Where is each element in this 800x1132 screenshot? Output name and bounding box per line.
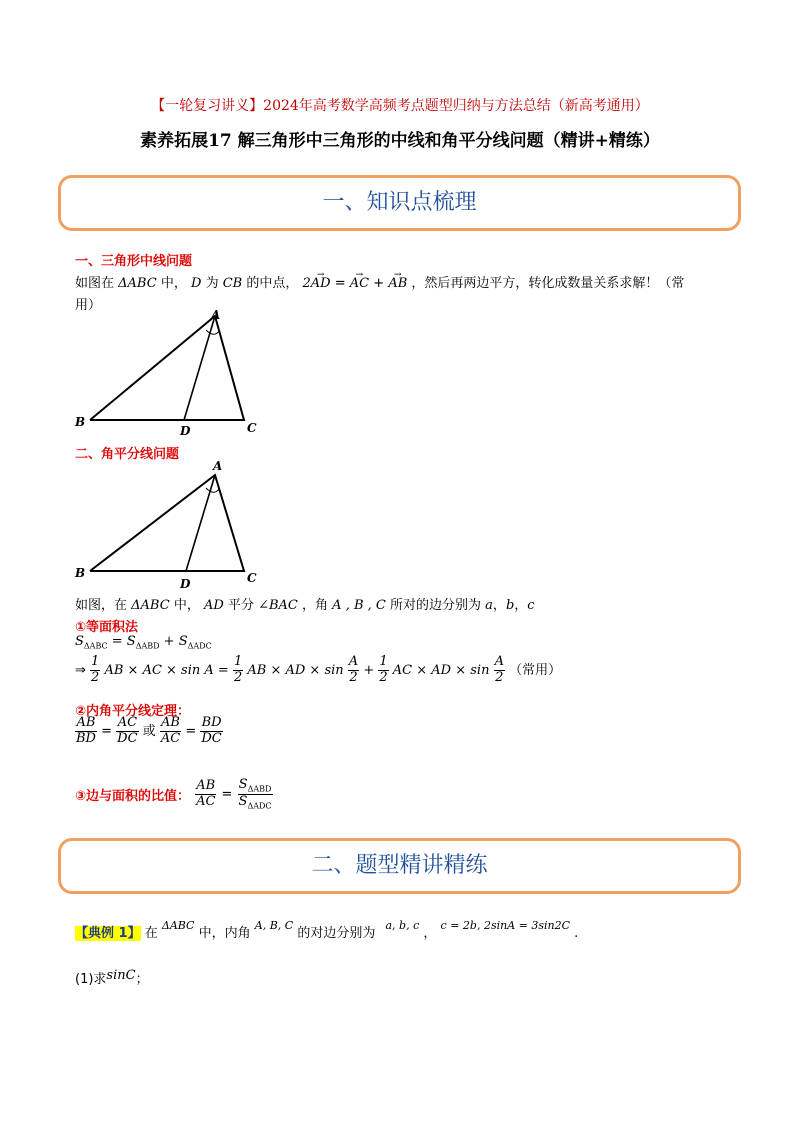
bisector-triangle-figure [72, 458, 272, 590]
page-title: 素养拓展17 解三角形中三角形的中线和角平分线问题（精讲+精练） [140, 131, 660, 151]
bisector-theorem-heading: ②内角平分线定理： [75, 704, 191, 719]
text-fragment: 用） [75, 298, 102, 313]
bisector-description [75, 594, 755, 613]
text-fragment: 平分 [227, 598, 254, 613]
comma: ， [423, 926, 437, 941]
equal-area-heading: ①等面积法 [75, 620, 139, 635]
fraction-ac-dc [116, 716, 138, 747]
subscript: ΔABD [247, 784, 272, 794]
median-line [184, 316, 215, 420]
denominator: BD [76, 730, 96, 746]
numerator: 1 [379, 654, 388, 669]
label-d: D [180, 424, 191, 436]
or-word: 或 [142, 723, 156, 739]
equals-sign: = [221, 786, 233, 802]
label-b: B [75, 566, 86, 580]
numerator: AB [76, 715, 96, 730]
angle-bac: ∠BAC [258, 598, 298, 613]
fraction-area-ratio [238, 778, 273, 811]
triangle-symbol: ΔABC [131, 598, 170, 613]
vector-ad: → AD [311, 273, 331, 295]
triangle-symbol: ΔABC [161, 919, 195, 932]
text-fragment: 所对的边分别为 [390, 598, 482, 613]
triangle-symbol: ΔABC [118, 276, 157, 291]
equation-part: AB × AC × sin A = [104, 662, 229, 678]
section-banner-knowledge: 一、知识点梳理 [58, 175, 741, 231]
comma: ， [492, 598, 506, 613]
side-area-ratio-row [75, 778, 273, 811]
subscript: ΔADC [187, 641, 212, 651]
text-fragment: ，角 [302, 598, 329, 613]
question-1 [75, 968, 149, 987]
fraction-half [90, 655, 100, 686]
vector-ac: → AC [350, 273, 369, 295]
area-symbol: S [238, 777, 248, 792]
text-fragment: 中， [160, 276, 187, 291]
area-expansion-equation [75, 655, 561, 686]
angle-bisector-heading: 二、角平分线问题 [75, 447, 180, 462]
coefficient: 2 [302, 276, 311, 291]
text-fragment: 在 [144, 926, 158, 941]
period: . [574, 926, 579, 941]
angle-arc [206, 488, 219, 492]
fraction-ab-bd [75, 716, 97, 747]
condition-equation: c = 2b, 2sinA = 3sin2C [440, 919, 571, 932]
equation-part: = S [107, 634, 136, 649]
equals-sign: = [185, 723, 197, 739]
angles-abc: A, B, C [254, 919, 294, 932]
plus-sign: + [373, 276, 385, 291]
area-symbol: S [75, 634, 84, 649]
side-area-ratio-heading: ③边与面积的比值： [75, 788, 191, 804]
denominator: 2 [379, 669, 388, 685]
median-triangle-figure [72, 308, 272, 436]
text-fragment: ； [135, 972, 149, 987]
numerator: AB [161, 715, 180, 730]
common-note: （常用） [509, 662, 562, 678]
triangle-outline [90, 316, 244, 420]
side-a: a [485, 598, 493, 613]
sides-abc: a, b, c [385, 919, 420, 932]
numerator: 1 [233, 654, 243, 669]
point-d: D [190, 276, 202, 291]
bisector-theorem-equation [75, 716, 223, 747]
angles-abc: A , B , C [332, 598, 386, 613]
numerator: AB [196, 777, 216, 793]
equation-part: + S [159, 634, 188, 649]
fraction-ab-ac [160, 716, 181, 747]
label-b: B [75, 415, 86, 429]
text-fragment: 如图，在 [75, 598, 128, 613]
denominator: 2 [91, 669, 100, 685]
text-fragment: 的中点， [246, 276, 299, 291]
plus-sign: + [363, 662, 375, 678]
numerator: A [494, 654, 504, 669]
example-1 [75, 919, 755, 941]
subscript: ΔADC [247, 801, 272, 811]
label-c: C [247, 571, 257, 585]
text-fragment: 为 [205, 276, 219, 291]
sin-c: sinC [106, 968, 136, 983]
segment-ad: AD [203, 598, 224, 613]
side-c: c [527, 598, 535, 613]
denominator: DC [117, 730, 138, 746]
label-d: D [180, 577, 191, 590]
text-fragment: ，然后再两边平方，转化成数量关系求解！（常 [411, 276, 685, 291]
text-fragment: 中，内角 [198, 926, 251, 941]
numerator: AC [117, 715, 138, 730]
fraction-half [233, 655, 243, 686]
fraction-a-half [494, 655, 505, 686]
text-fragment: (1)求 [75, 972, 107, 987]
fraction-bd-dc [200, 716, 222, 747]
numerator: 1 [91, 654, 100, 669]
section-banner-practice: 二、题型精讲精练 [58, 838, 741, 894]
area-symbol: S [238, 793, 248, 809]
example-label: 【典例 1】 [75, 926, 141, 941]
segment-cb: CB [222, 276, 243, 291]
label-a: A [213, 459, 223, 473]
equation-part: AB × AD × sin [247, 662, 344, 678]
numerator: BD [201, 715, 222, 730]
comma: ， [514, 598, 528, 613]
series-title: 【一轮复习讲义】2024年高考数学高频考点题型归纳与方法总结（新高考通用） [151, 98, 649, 114]
label-c: C [247, 421, 257, 435]
bisector-line [186, 475, 215, 571]
equals-sign: = [101, 723, 113, 739]
denominator: 2 [349, 669, 358, 685]
denominator: DC [201, 730, 222, 746]
text-fragment: 如图在 [75, 276, 115, 291]
denominator: AC [160, 730, 181, 746]
denominator: 2 [233, 669, 243, 685]
fraction-a-half [348, 655, 359, 686]
subscript: ΔABC [83, 641, 108, 651]
angle-arc [206, 330, 219, 334]
side-b: b [505, 598, 515, 613]
fraction-half [378, 655, 388, 686]
label-a: A [211, 308, 221, 322]
numerator: A [348, 654, 359, 669]
fraction-ab-ac [195, 779, 216, 810]
vector-ab: → AB [388, 273, 407, 295]
median-problem-heading: 一、三角形中线问题 [75, 254, 193, 269]
denominator: AC [196, 793, 216, 809]
implies-arrow: ⇒ [75, 662, 86, 678]
subscript: ΔABD [135, 641, 160, 651]
text-fragment: 的对边分别为 [297, 926, 376, 941]
denominator: 2 [495, 669, 504, 685]
text-fragment: 中， [173, 598, 200, 613]
equals-sign: = [334, 276, 346, 291]
triangle-outline [90, 475, 244, 571]
equation-part: AC × AD × sin [392, 662, 490, 678]
area-equation [75, 634, 212, 651]
